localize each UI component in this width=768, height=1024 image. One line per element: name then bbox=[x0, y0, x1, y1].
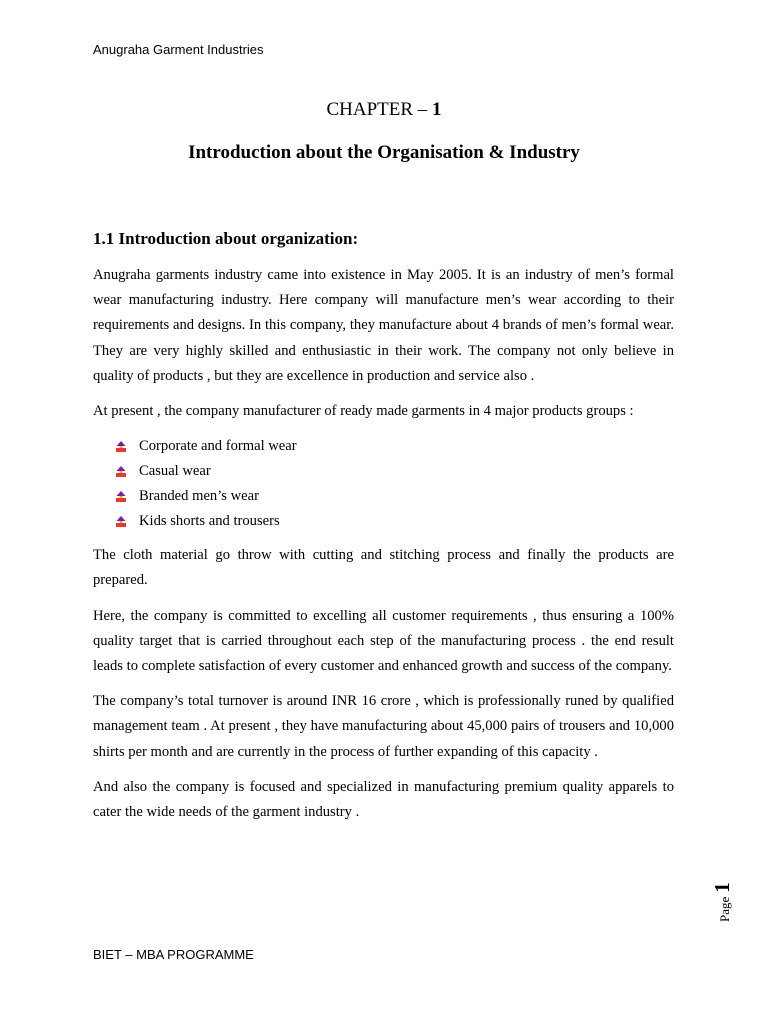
list-item-text: Kids shorts and trousers bbox=[139, 513, 280, 530]
list-item bbox=[115, 459, 674, 484]
document-body bbox=[93, 228, 674, 835]
chapter-heading bbox=[0, 98, 768, 122]
quality-paragraph: Here, the company is committed to excelling all customer requirements , thus ensuring a 100% quality target that is carried throughout each step of the manufacturing process . the end result leads to complete satisfaction of every customer and enhanced growth and success of the company. bbox=[93, 607, 674, 675]
page-word: Page bbox=[717, 896, 732, 922]
arrow-bullet-icon bbox=[115, 491, 127, 503]
arrow-bullet-icon bbox=[115, 441, 127, 453]
list-item-text: Casual wear bbox=[139, 463, 211, 480]
list-item bbox=[115, 484, 674, 509]
process-paragraph: The cloth material go throw with cutting and stitching process and finally the products are prepared. bbox=[93, 547, 674, 589]
turnover-paragraph: The company’s total turnover is around INR 16 crore , which is professionally runed by qualified management team . At present , they have manufacturing about 45,000 pairs of trousers and 10,000 shirts per month and are currently in the process of further expanding of this capacity . bbox=[93, 693, 674, 760]
list-item-text: Branded men’s wear bbox=[139, 488, 259, 505]
product-groups-intro: At present , the company manufacturer of ready made garments in 4 major products groups : bbox=[93, 403, 634, 420]
list-item bbox=[115, 434, 674, 459]
intro-paragraph: Anugraha garments industry came into existence in May 2005. It is an industry of men’s formal wear manufacturing industry. Here company will manufacture men’s wear according to their requirements and designs. In this company, they manufacture about 4 brands of men’s formal wear. They are very highly skilled and enthusiastic in their work. The company not only believe in quality of products , but they are excellence in production and service also . bbox=[93, 267, 674, 384]
running-footer: BIET – MBA PROGRAMME bbox=[93, 947, 254, 962]
chapter-label: CHAPTER – bbox=[326, 99, 433, 120]
section-heading: 1.1 Introduction about organization: bbox=[93, 229, 359, 248]
list-item-text: Corporate and formal wear bbox=[139, 438, 297, 455]
running-header: Anugraha Garment Industries bbox=[93, 42, 264, 57]
arrow-bullet-icon bbox=[115, 466, 127, 478]
specialization-paragraph: And also the company is focused and specialized in manufacturing premium quality apparels to cater the wide needs of the garment industry . bbox=[93, 778, 674, 821]
list-item bbox=[115, 509, 674, 534]
page-number-label bbox=[700, 878, 748, 926]
chapter-title: Introduction about the Organisation & Industry bbox=[188, 142, 580, 163]
arrow-bullet-icon bbox=[115, 516, 127, 528]
chapter-number: 1 bbox=[432, 99, 442, 120]
page-number: 1 bbox=[710, 882, 734, 893]
product-groups-list bbox=[93, 434, 674, 534]
